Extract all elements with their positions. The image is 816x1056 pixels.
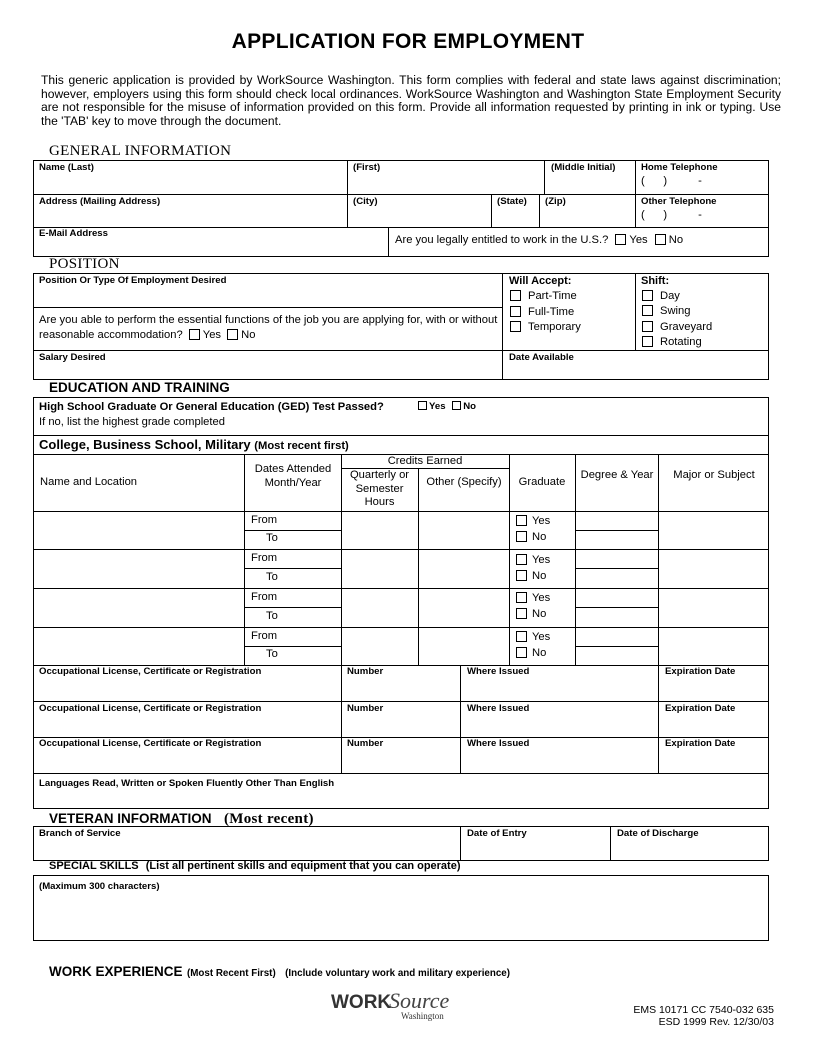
graduate-yes-label: Yes	[532, 515, 551, 527]
col-graduate: Graduate	[518, 476, 566, 488]
license-where-label: Where Issued	[467, 738, 530, 749]
col-name-location: Name and Location	[40, 476, 138, 488]
date-available-label: Date Available	[509, 352, 574, 363]
shift-graveyard[interactable]: Graveyard	[642, 320, 712, 335]
skills-note: (List all pertinent skills and equipment that you can operate)	[145, 860, 461, 872]
state-input[interactable]	[496, 208, 536, 226]
from-label: From	[251, 630, 278, 642]
skills-heading-text: SPECIAL SKILLS	[49, 860, 139, 872]
graduate-yes-checkbox[interactable]	[516, 515, 527, 526]
col-dates-attended: Dates Attended Month/Year	[254, 463, 332, 489]
license-number-label: Number	[347, 666, 384, 677]
graduate-no-checkbox[interactable]	[516, 531, 527, 542]
hs-note: If no, list the highest grade completed	[39, 416, 225, 428]
form-codes	[600, 1004, 774, 1028]
shift-day[interactable]: Day	[642, 289, 712, 304]
legal-work-question	[395, 234, 683, 246]
shift-swing[interactable]: Swing	[642, 304, 712, 319]
part-time-checkbox[interactable]	[510, 290, 521, 301]
discharge-date-input[interactable]	[616, 840, 764, 858]
position-desired-input[interactable]	[40, 287, 495, 305]
graduate-no-label: No	[532, 608, 547, 620]
full-time-checkbox[interactable]	[510, 306, 521, 317]
skills-max-label: (Maximum 300 characters)	[39, 881, 160, 892]
license-where-label: Where Issued	[467, 666, 530, 677]
languages-input[interactable]	[40, 790, 760, 807]
graduate-no[interactable]	[516, 531, 546, 543]
education-heading: EDUCATION AND TRAINING	[49, 380, 230, 395]
first-name-label: (First)	[353, 162, 381, 173]
accept-part-time[interactable]: Part-Time	[510, 289, 581, 305]
entry-date-label: Date of Entry	[467, 828, 527, 839]
license-number-label: Number	[347, 738, 384, 749]
license-number-label: Number	[347, 703, 384, 714]
worksource-logo	[331, 986, 461, 1022]
graduate-yes-checkbox[interactable]	[516, 631, 527, 642]
swing-checkbox[interactable]	[642, 305, 653, 316]
graduate-yes-checkbox[interactable]	[516, 592, 527, 603]
graduate-yes[interactable]	[516, 592, 550, 604]
graduate-no[interactable]	[516, 570, 546, 582]
legal-yes-checkbox[interactable]	[615, 234, 626, 245]
city-input[interactable]	[352, 208, 487, 226]
languages-label: Languages Read, Written or Spoken Fluently Other Than English	[39, 778, 335, 789]
page-title: APPLICATION FOR EMPLOYMENT	[231, 30, 585, 53]
from-label: From	[251, 552, 278, 564]
middle-initial-label: (Middle Initial)	[551, 162, 616, 173]
hs-no-label: No	[463, 401, 477, 412]
temporary-checkbox[interactable]	[510, 321, 521, 332]
logo-work-text: WORK	[331, 992, 392, 1013]
position-heading: POSITION	[49, 256, 120, 272]
college-note: (Most recent first)	[254, 440, 349, 452]
veteran-note: (Most recent)	[223, 811, 314, 827]
graduate-no-checkbox[interactable]	[516, 570, 527, 581]
graduate-no-label: No	[532, 570, 547, 582]
accept-full-time[interactable]: Full-Time	[510, 305, 581, 321]
accept-temporary[interactable]: Temporary	[510, 320, 581, 336]
branch-input[interactable]	[40, 840, 455, 858]
essential-no-label: No	[241, 329, 256, 341]
shift-options	[642, 289, 712, 350]
position-desired-label: Position Or Type Of Employment Desired	[39, 275, 227, 286]
work-note-2: (Include voluntary work and military experience)	[285, 968, 511, 979]
salary-input[interactable]	[40, 363, 495, 379]
school-row	[33, 588, 769, 627]
day-checkbox[interactable]	[642, 290, 653, 301]
col-quarterly-hours: Quarterly or Semester Hours	[349, 469, 410, 508]
graduate-no-checkbox[interactable]	[516, 608, 527, 619]
salary-label: Salary Desired	[39, 352, 106, 363]
col-other: Other (Specify)	[426, 476, 502, 488]
graveyard-checkbox[interactable]	[642, 321, 653, 332]
graduate-no-label: No	[532, 531, 547, 543]
credits-earned-header: Credits Earned	[387, 455, 463, 467]
veteran-heading-text: VETERAN INFORMATION	[49, 811, 212, 826]
to-label: To	[266, 571, 278, 583]
general-heading: GENERAL INFORMATION	[49, 143, 232, 159]
graduate-no[interactable]	[516, 608, 546, 620]
intro-text: This generic application is provided by WorkSource Washington. This form complies with federal and state laws against discrimination; however, employers using this form should check local ordinances. WorkSource Washington and Washington State Employment Security are not responsible for the misuse of information provided on this form. Provide all information requested by printing in ink or typing. Use the 'TAB' key to move through the document.	[41, 73, 781, 128]
logo-sub-text: Washington	[401, 1011, 444, 1021]
entry-date-input[interactable]	[466, 840, 606, 858]
essential-yes-checkbox[interactable]	[189, 329, 200, 340]
email-label: E-Mail Address	[39, 228, 108, 239]
essential-question-text: Are you able to perform the essential functions of the job you are applying for, with or without reasonable accommodation?	[39, 314, 498, 341]
discharge-date-label: Date of Discharge	[617, 828, 699, 839]
to-label: To	[266, 648, 278, 660]
graduate-yes-label: Yes	[532, 554, 551, 566]
legal-work-question-text: Are you legally entitled to work in the U.S.?	[395, 234, 609, 246]
hs-yes-label: Yes	[429, 401, 446, 412]
middle-initial-input[interactable]	[550, 174, 630, 192]
date-available-input[interactable]	[509, 363, 764, 379]
license-label: Occupational License, Certificate or Registration	[39, 738, 262, 749]
graduate-yes[interactable]	[516, 515, 550, 527]
school-row	[33, 511, 769, 549]
form-code-1: EMS 10171 CC 7540-032 635	[633, 1004, 774, 1016]
home-phone-label: Home Telephone	[641, 162, 718, 173]
shift-rotating[interactable]: Rotating	[642, 335, 712, 350]
license-expiration-label: Expiration Date	[665, 703, 736, 714]
license-label: Occupational License, Certificate or Registration	[39, 703, 262, 714]
hs-no-checkbox[interactable]	[452, 401, 461, 410]
hs-question: High School Graduate Or General Education (GED) Test Passed?	[39, 401, 384, 413]
name-last-label: Name (Last)	[39, 162, 94, 173]
license-label: Occupational License, Certificate or Registration	[39, 666, 262, 677]
school-row	[33, 549, 769, 588]
other-phone-label: Other Telephone	[641, 196, 717, 207]
skills-heading	[49, 860, 461, 872]
work-note-1: (Most Recent First)	[186, 968, 276, 979]
legal-no-label: No	[668, 234, 684, 246]
form-code-2: ESD 1999 Rev. 12/30/03	[658, 1016, 774, 1028]
graduate-no[interactable]	[516, 647, 546, 659]
graduate-no-checkbox[interactable]	[516, 647, 527, 658]
from-label: From	[251, 514, 278, 526]
graduate-yes[interactable]	[516, 631, 550, 643]
license-expiration-label: Expiration Date	[665, 666, 736, 677]
graduate-yes[interactable]	[516, 554, 550, 566]
address-input[interactable]	[40, 208, 340, 226]
to-label: To	[266, 610, 278, 622]
home-phone-input[interactable]: ( ) -	[641, 175, 702, 187]
graduate-yes-checkbox[interactable]	[516, 554, 527, 565]
license-expiration-label: Expiration Date	[665, 738, 736, 749]
zip-label: (Zip)	[545, 196, 566, 207]
will-accept-options	[510, 289, 581, 336]
rotating-checkbox[interactable]	[642, 336, 653, 347]
hs-yes-checkbox[interactable]	[418, 401, 427, 410]
graduate-yes-label: Yes	[532, 631, 551, 643]
legal-yes-label: Yes	[629, 234, 648, 246]
essential-yes-label: Yes	[202, 329, 222, 341]
city-label: (City)	[353, 196, 378, 207]
graduate-yes-label: Yes	[532, 592, 551, 604]
to-label: To	[266, 532, 278, 544]
school-row	[33, 627, 769, 665]
legal-no-checkbox[interactable]	[655, 234, 666, 245]
shift-label: Shift:	[641, 275, 670, 287]
first-name-input[interactable]	[352, 174, 540, 192]
graduate-no-label: No	[532, 647, 547, 659]
branch-label: Branch of Service	[39, 828, 121, 839]
from-label: From	[251, 591, 278, 603]
hs-options	[418, 401, 476, 412]
email-input[interactable]	[40, 240, 380, 256]
will-accept-label: Will Accept:	[509, 275, 572, 287]
name-last-input[interactable]	[40, 174, 340, 192]
other-phone-input[interactable]: ( ) -	[641, 209, 702, 221]
essential-functions-question	[39, 313, 499, 343]
essential-no-checkbox[interactable]	[227, 329, 238, 340]
college-heading	[39, 437, 349, 452]
college-heading-text: College, Business School, Military	[39, 437, 251, 452]
zip-input[interactable]	[544, 208, 632, 226]
col-degree-year: Degree & Year	[580, 469, 654, 481]
state-label: (State)	[497, 196, 527, 207]
work-heading-text: WORK EXPERIENCE	[49, 964, 183, 979]
work-heading	[49, 963, 510, 981]
license-where-label: Where Issued	[467, 703, 530, 714]
col-major-subject: Major or Subject	[673, 469, 755, 481]
logo-source-text: Source	[389, 988, 450, 1013]
address-label: Address (Mailing Address)	[39, 196, 161, 207]
